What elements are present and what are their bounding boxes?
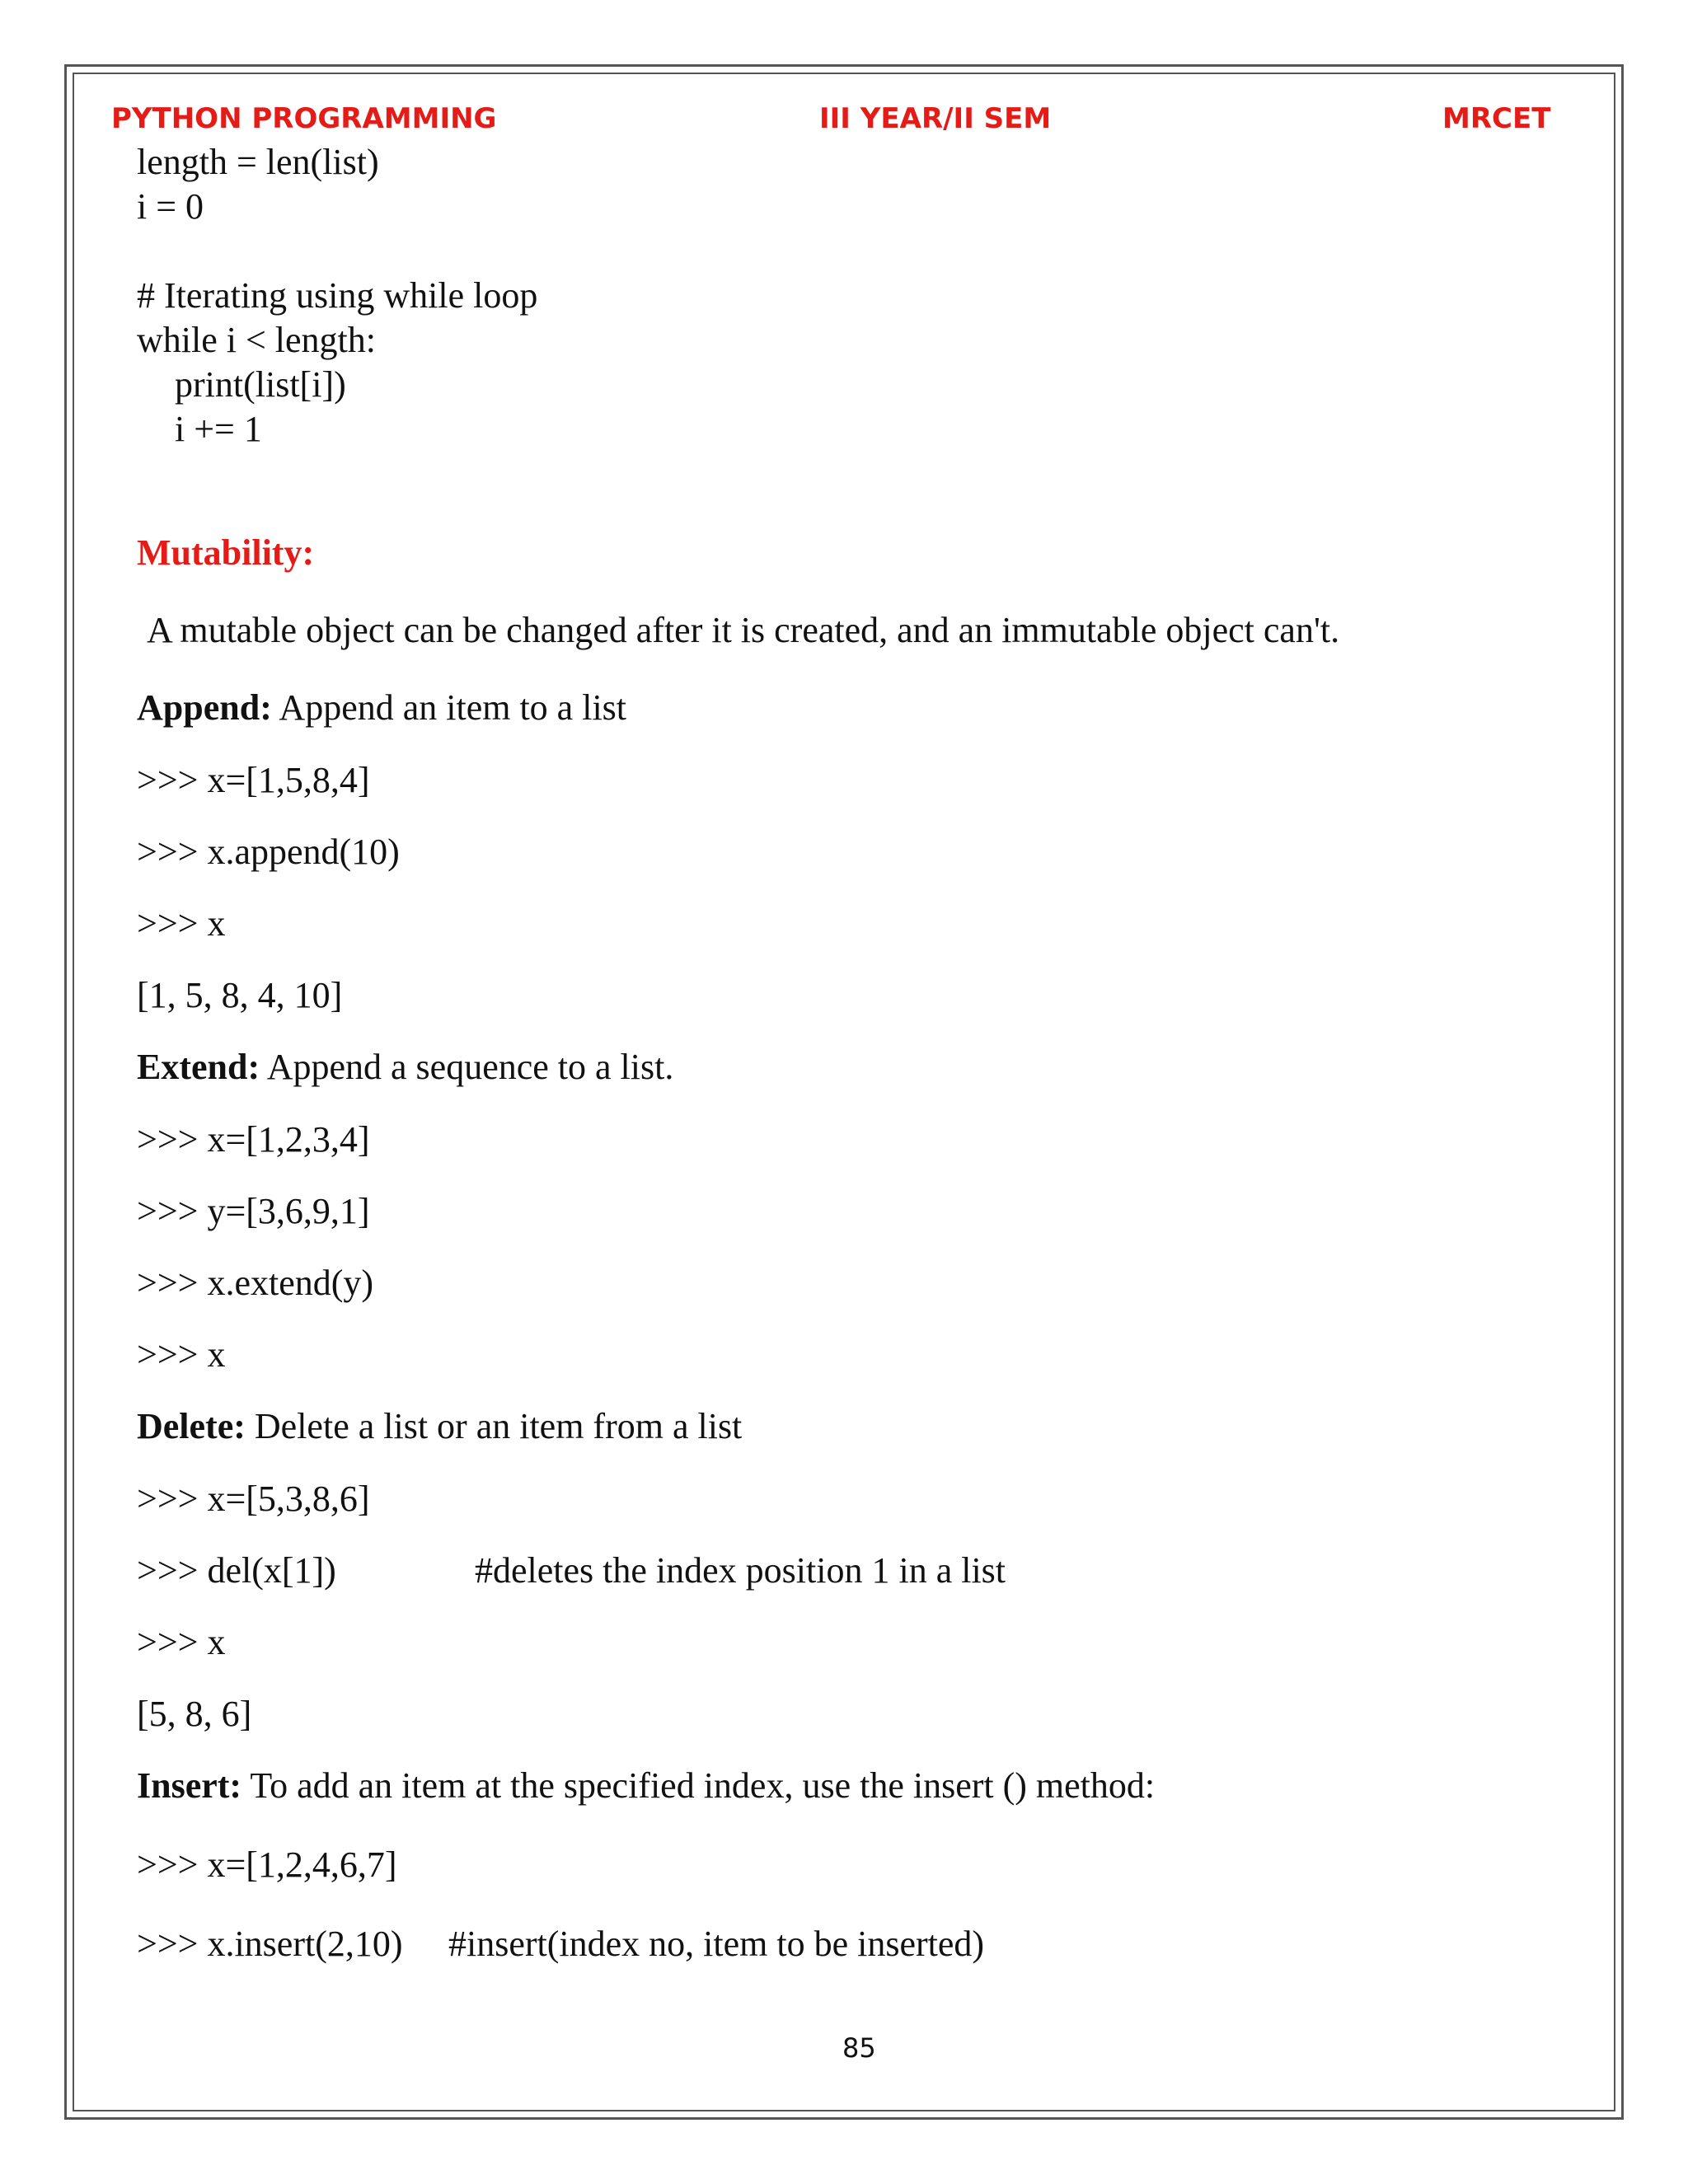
header-college: MRCET xyxy=(1442,102,1551,135)
append-description: Append an item to a list xyxy=(279,687,627,728)
insert-label: Insert: xyxy=(137,1765,242,1806)
code-line: >>> x=[1,5,8,4] xyxy=(137,760,370,800)
header-semester: III YEAR/II SEM xyxy=(819,102,1052,135)
code-line: >>> x.extend(y) xyxy=(137,1263,374,1303)
page-number: 85 xyxy=(842,2032,876,2064)
code-line: >>> y=[3,6,9,1] xyxy=(137,1191,370,1231)
code-line: length = len(list) xyxy=(137,142,379,182)
delete-definition xyxy=(137,1404,742,1449)
code-comment: #insert(index no, item to be inserted) xyxy=(448,1924,985,1964)
code-line: >>> x=[1,2,3,4] xyxy=(137,1119,370,1160)
code-line: >>> x=[5,3,8,6] xyxy=(137,1479,370,1519)
code-line: i += 1 xyxy=(175,409,262,449)
code-line: >>> x.insert(2,10) xyxy=(137,1924,403,1964)
code-line: >>> x=[1,2,4,6,7] xyxy=(137,1844,397,1885)
code-output: [5, 8, 6] xyxy=(137,1694,252,1734)
code-line: print(list[i]) xyxy=(175,364,346,405)
extend-label: Extend: xyxy=(137,1047,260,1087)
code-line: >>> x xyxy=(137,1622,226,1662)
header-subject: PYTHON PROGRAMMING xyxy=(111,102,497,135)
code-line: i = 0 xyxy=(137,186,204,227)
code-comment: # Iterating using while loop xyxy=(137,275,538,316)
delete-label: Delete: xyxy=(137,1406,246,1446)
code-comment: #deletes the index position 1 in a list xyxy=(475,1550,1006,1591)
insert-description: To add an item at the specified index, use the insert () method: xyxy=(250,1765,1156,1806)
code-line: >>> x xyxy=(137,903,226,944)
extend-definition xyxy=(137,1045,673,1090)
append-label: Append: xyxy=(137,687,272,728)
append-definition xyxy=(137,686,626,730)
code-line: >>> x.append(10) xyxy=(137,832,400,872)
code-line: while i < length: xyxy=(137,320,376,360)
extend-description: Append a sequence to a list. xyxy=(266,1047,674,1087)
section-intro: A mutable object can be changed after it is created, and an immutable object can't. xyxy=(147,610,1340,650)
code-line: >>> del(x[1]) xyxy=(137,1550,336,1591)
delete-description: Delete a list or an item from a list xyxy=(254,1406,743,1446)
code-output: [1, 5, 8, 4, 10] xyxy=(137,975,343,1015)
section-title: Mutability: xyxy=(137,532,315,573)
code-line: >>> x xyxy=(137,1334,226,1375)
insert-definition xyxy=(137,1764,1155,1808)
